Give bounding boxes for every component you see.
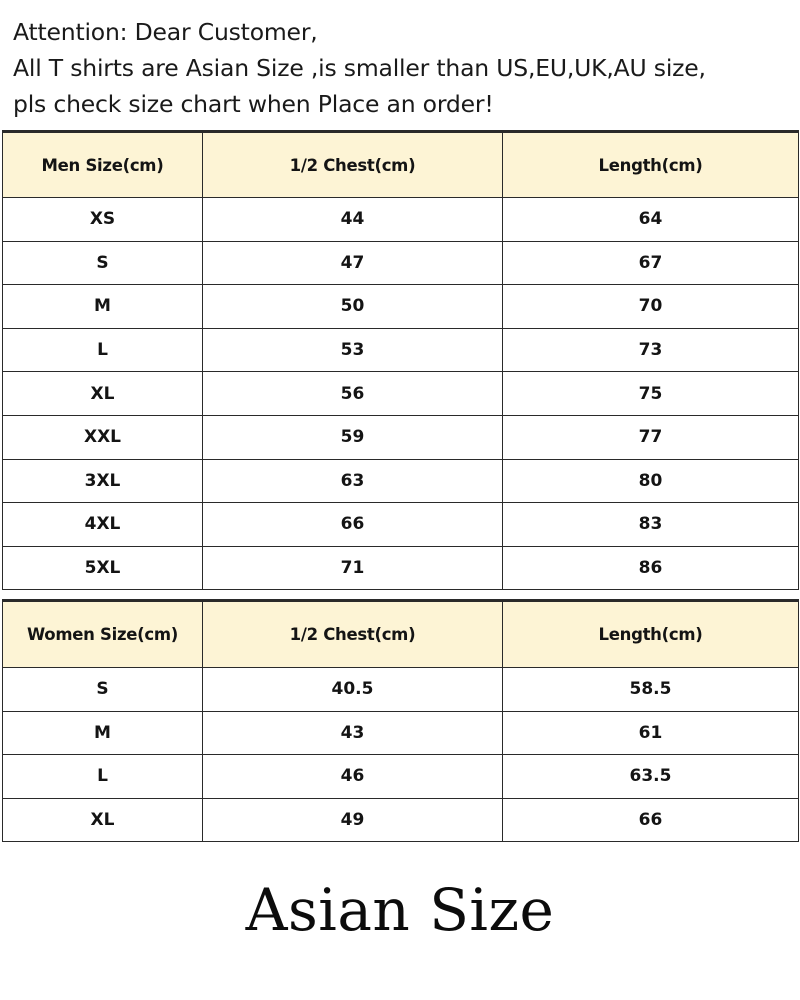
women-chest-cell: 46 (203, 755, 503, 799)
men-chest-cell: 66 (203, 503, 503, 547)
women-header-length: Length(cm) (503, 601, 799, 668)
men-length-cell: 80 (503, 459, 799, 503)
men-size-cell: XXL (3, 415, 203, 459)
men-size-cell: L (3, 328, 203, 372)
table-row (3, 241, 799, 285)
men-length-cell: 75 (503, 372, 799, 416)
table-row (3, 755, 799, 799)
men-size-cell: M (3, 285, 203, 329)
women-chest-cell: 43 (203, 711, 503, 755)
women-size-cell: L (3, 755, 203, 799)
notice-line-2: All T shirts are Asian Size ,is smaller than US,EU,UK,AU size, (13, 54, 706, 82)
table-row (3, 503, 799, 547)
men-size-cell: 4XL (3, 503, 203, 547)
men-header-length: Length(cm) (503, 132, 799, 198)
women-length-cell: 63.5 (503, 755, 799, 799)
notice-line-3: pls check size chart when Place an order! (13, 90, 494, 118)
men-chest-cell: 53 (203, 328, 503, 372)
men-length-cell: 70 (503, 285, 799, 329)
men-chest-cell: 47 (203, 241, 503, 285)
women-length-cell: 66 (503, 798, 799, 842)
women-size-cell: XL (3, 798, 203, 842)
men-length-cell: 77 (503, 415, 799, 459)
notice-line-1: Attention: Dear Customer, (13, 18, 318, 46)
men-size-table (2, 130, 799, 590)
women-length-cell: 61 (503, 711, 799, 755)
table-row (3, 415, 799, 459)
women-chest-cell: 40.5 (203, 668, 503, 712)
asian-size-title: Asian Size (245, 876, 555, 944)
men-size-cell: 5XL (3, 546, 203, 590)
women-size-cell: S (3, 668, 203, 712)
women-header-size: Women Size(cm) (3, 601, 203, 668)
men-chest-cell: 56 (203, 372, 503, 416)
men-chest-cell: 50 (203, 285, 503, 329)
women-chest-cell: 49 (203, 798, 503, 842)
men-size-cell: 3XL (3, 459, 203, 503)
table-row (3, 198, 799, 242)
men-length-cell: 64 (503, 198, 799, 242)
men-length-cell: 83 (503, 503, 799, 547)
table-row (3, 798, 799, 842)
men-length-cell: 86 (503, 546, 799, 590)
table-row (3, 668, 799, 712)
table-row (3, 285, 799, 329)
men-header-chest: 1/2 Chest(cm) (203, 132, 503, 198)
women-header-chest: 1/2 Chest(cm) (203, 601, 503, 668)
men-length-cell: 67 (503, 241, 799, 285)
table-row (3, 328, 799, 372)
men-size-cell: S (3, 241, 203, 285)
men-table-header-row (3, 132, 799, 198)
table-row (3, 459, 799, 503)
men-chest-cell: 44 (203, 198, 503, 242)
table-row (3, 546, 799, 590)
attention-notice (13, 14, 793, 122)
men-size-cell: XL (3, 372, 203, 416)
table-row (3, 372, 799, 416)
women-size-cell: M (3, 711, 203, 755)
men-length-cell: 73 (503, 328, 799, 372)
women-size-table (2, 599, 799, 842)
men-chest-cell: 63 (203, 459, 503, 503)
women-length-cell: 58.5 (503, 668, 799, 712)
men-chest-cell: 59 (203, 415, 503, 459)
men-size-cell: XS (3, 198, 203, 242)
men-header-size: Men Size(cm) (3, 132, 203, 198)
men-chest-cell: 71 (203, 546, 503, 590)
table-row (3, 711, 799, 755)
women-table-header-row (3, 601, 799, 668)
